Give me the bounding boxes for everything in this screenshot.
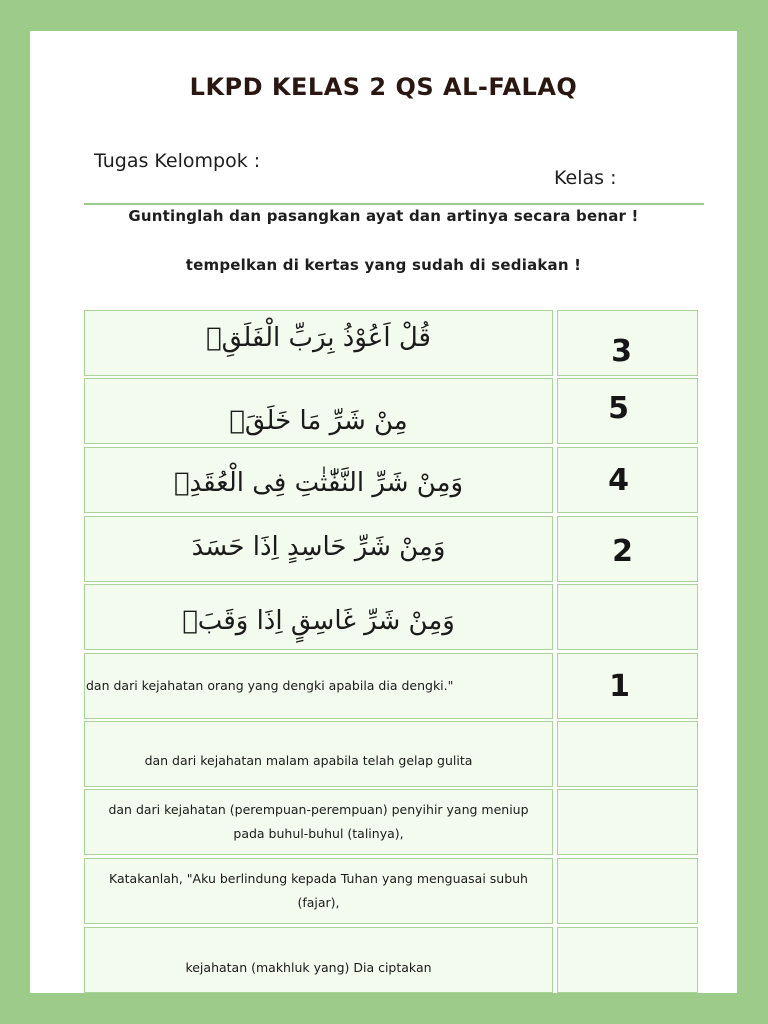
matching-cell-left xyxy=(84,927,553,993)
matching-cell-left xyxy=(84,858,553,924)
matching-cell-left xyxy=(84,447,553,513)
matching-cell-left xyxy=(84,378,553,444)
match-number: 4 xyxy=(608,462,629,498)
match-number: 1 xyxy=(609,668,630,704)
arabic-verse: وَمِنْ شَرِّ النَّفّٰثٰتِ فِى الْعُقَدِۙ xyxy=(173,468,464,498)
arabic-verse: قُلْ اَعُوْذُ بِرَبِّ الْفَلَقِۙ xyxy=(206,323,431,353)
matching-cell-number xyxy=(557,584,698,650)
translation-text: dan dari kejahatan (perempuan-perempuan) penyihir yang meniup pada buhul-buhul (talinya), xyxy=(108,802,529,841)
matching-cell-number xyxy=(557,858,698,924)
matching-cell-number xyxy=(557,789,698,855)
matching-cell-number xyxy=(557,516,698,582)
instruction-line-1: Guntinglah dan pasangkan ayat dan artinya secara benar ! xyxy=(128,207,639,225)
translation-text: dan dari kejahatan malam apabila telah gelap gulita xyxy=(144,753,473,768)
worksheet-page xyxy=(30,31,737,993)
match-number: 3 xyxy=(611,333,632,369)
matching-cell-number xyxy=(557,653,698,719)
matching-cell-left xyxy=(84,584,553,650)
divider-line xyxy=(84,203,704,205)
arabic-verse: وَمِنْ شَرِّ حَاسِدٍ اِذَا حَسَدَ xyxy=(191,532,446,562)
group-task-label: Tugas Kelompok : xyxy=(94,150,261,172)
arabic-verse: وَمِنْ شَرِّ غَاسِقٍ اِذَا وَقَبَۙ xyxy=(182,606,455,636)
instruction-line-2: tempelkan di kertas yang sudah di sediakan ! xyxy=(185,256,582,274)
matching-cell-left xyxy=(84,310,553,376)
translation-text: Katakanlah, "Aku berlindung kepada Tuhan yang menguasai subuh (fajar), xyxy=(109,871,528,910)
matching-cell-number xyxy=(557,447,698,513)
matching-cell-left xyxy=(84,721,553,787)
match-number: 2 xyxy=(612,533,633,569)
match-number: 5 xyxy=(608,390,629,426)
matching-cell-left xyxy=(84,653,553,719)
page-title: LKPD KELAS 2 QS AL-FALAQ xyxy=(189,73,578,101)
matching-cell-number xyxy=(557,927,698,993)
matching-cell-number xyxy=(557,310,698,376)
matching-cell-left xyxy=(84,516,553,582)
arabic-verse: مِنْ شَرِّ مَا خَلَقَۙ xyxy=(229,406,408,436)
matching-cell-left xyxy=(84,789,553,855)
translation-text: dan dari kejahatan orang yang dengki apabila dia dengki." xyxy=(86,678,454,693)
matching-cell-number xyxy=(557,378,698,444)
matching-cell-number xyxy=(557,721,698,787)
translation-text: kejahatan (makhluk yang) Dia ciptakan xyxy=(185,960,432,975)
class-label: Kelas : xyxy=(554,167,617,189)
